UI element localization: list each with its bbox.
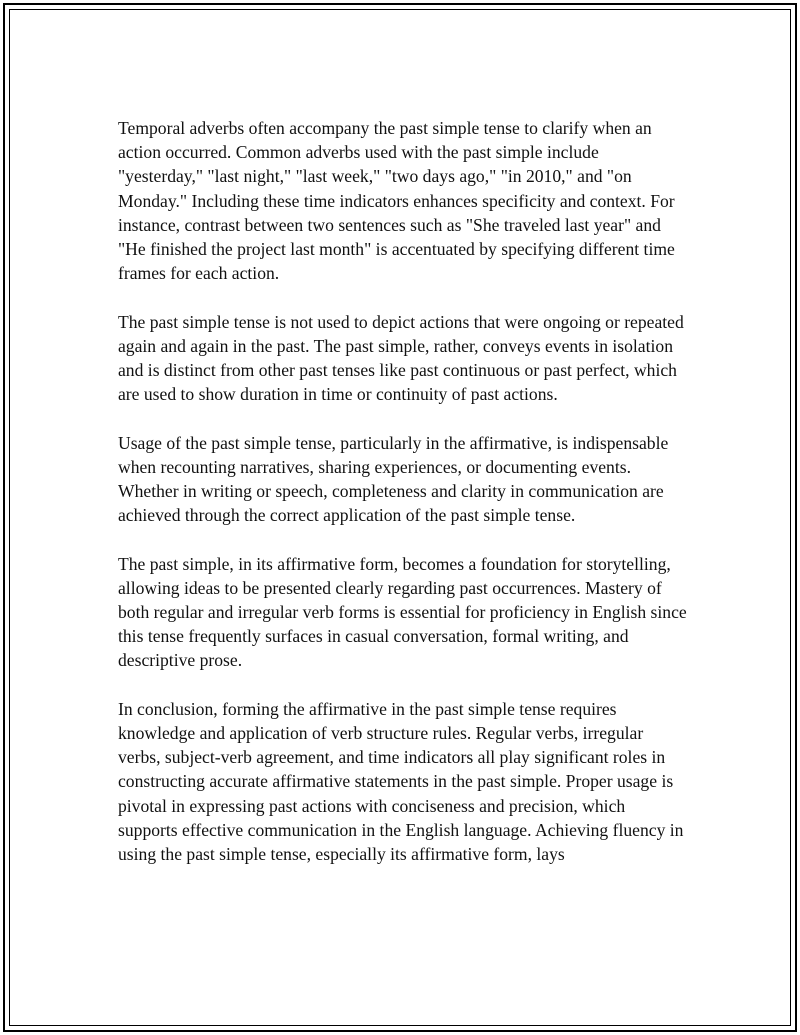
paragraph-conclusion: In conclusion, forming the affirmative in the past simple tense requires knowledge and application of verb structure rules. Regular verbs, irregular verbs, subject-verb agreement, and time indicators all play significant roles in constructing accurate affirmative statements in the past simple. Proper usage is pivotal in expressing past actions with conciseness and precision, which supports effective communication in the English language. Achieving fluency in using the past simple tense, especially its affirmative form, lays	[118, 698, 684, 865]
paragraph-storytelling: The past simple, in its affirmative form, becomes a foundation for storytelling, allowing ideas to be presented clearly regarding past occurrences. Mastery of both regular and irregular verb forms is essential for proficiency in English since this tense frequently surfaces in casual conversation, formal writing, and descriptive prose.	[118, 553, 687, 671]
document-body	[118, 116, 688, 890]
paragraph-usage: Usage of the past simple tense, particularly in the affirmative, is indispensable when recounting narratives, sharing experiences, or documenting events. Whether in writing or speech, completeness and clarity in communication are achieved through the correct application of the past simple tense.	[118, 432, 669, 526]
paragraph-temporal-adverbs: Temporal adverbs often accompany the past simple tense to clarify when an action occurred. Common adverbs used with the past simple include "yesterday," "last night," "last week," "two days ago," "in 2010," and "on Monday." Including these time indicators enhances specificity and context. For instance, contrast between two sentences such as "She traveled last year" and "He finished the project last month" is accentuated by specifying different time frames for each action.	[118, 118, 675, 284]
paragraph-not-ongoing-actions: The past simple tense is not used to depict actions that were ongoing or repeated again and again in the past. The past simple, rather, conveys events in isolation and is distinct from other past tenses like past continuous or past perfect, which are used to show duration in time or continuity of past actions.	[118, 311, 684, 405]
